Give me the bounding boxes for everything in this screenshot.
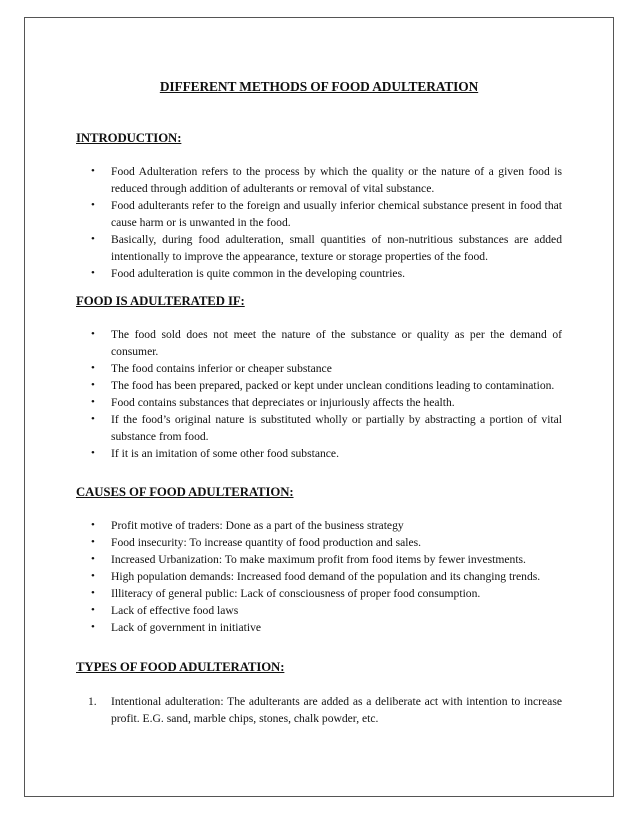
list-item: [76, 231, 562, 265]
bullet-icon: •: [91, 233, 95, 245]
section-heading: FOOD IS ADULTERATED IF:: [76, 294, 245, 308]
list-item-text: The food sold does not meet the nature of the substance or quality as per the demand of consumer.: [111, 328, 562, 358]
bullet-icon: •: [91, 199, 95, 211]
list-item: [76, 163, 562, 197]
bullet-icon: •: [91, 553, 95, 565]
list-item-text: High population demands: Increased food demand of the population and its changing trends.: [111, 570, 541, 583]
bullet-list: [76, 517, 562, 636]
section-heading: CAUSES OF FOOD ADULTERATION:: [76, 485, 294, 499]
bullet-icon: •: [91, 328, 95, 340]
list-item: [76, 360, 562, 377]
list-item-text: Increased Urbanization: To make maximum profit from food items by fewer investments.: [111, 553, 526, 566]
list-item: [76, 534, 562, 551]
list-item: [76, 265, 562, 282]
list-item-text: Lack of effective food laws: [111, 604, 239, 617]
bullet-icon: •: [91, 379, 95, 391]
list-item-text: Profit motive of traders: Done as a part of the business strategy: [111, 519, 404, 532]
list-item: [76, 568, 562, 585]
list-item-text: Food adulteration is quite common in the developing countries.: [111, 267, 405, 280]
section-introduction: [76, 131, 562, 282]
bullet-list: [76, 326, 562, 462]
list-item-text: The food has been prepared, packed or kept under unclean conditions leading to contamination.: [111, 379, 555, 392]
bullet-icon: •: [91, 536, 95, 548]
list-item: [76, 602, 562, 619]
list-item: [76, 377, 562, 394]
list-item-text: The food contains inferior or cheaper substance: [111, 362, 332, 375]
section-causes: [76, 485, 562, 636]
list-item: [76, 551, 562, 568]
bullet-icon: •: [91, 413, 95, 425]
section-heading: TYPES OF FOOD ADULTERATION:: [76, 660, 285, 674]
list-item: [76, 585, 562, 602]
list-item-text: Food insecurity: To increase quantity of food production and sales.: [111, 536, 422, 549]
bullet-icon: •: [91, 570, 95, 582]
numbered-list: [76, 693, 562, 727]
bullet-icon: •: [91, 396, 95, 408]
bullet-icon: •: [91, 587, 95, 599]
bullet-icon: •: [91, 621, 95, 633]
list-item-text: If the food’s original nature is substituted wholly or partially by abstracting a portion of vital substance from food.: [111, 413, 562, 443]
list-item-text: Food Adulteration refers to the process by which the quality or the nature of a given food is reduced through addition of adulterants or removal of vital substance.: [111, 165, 562, 195]
list-item-text: Food contains substances that depreciates or injuriously affects the health.: [111, 396, 455, 409]
bullet-list: [76, 163, 562, 282]
list-number: 1.: [88, 695, 97, 708]
list-item: [76, 197, 562, 231]
list-item: [76, 394, 562, 411]
list-item: [76, 445, 562, 462]
bullet-icon: •: [91, 165, 95, 177]
bullet-icon: •: [91, 362, 95, 374]
list-item-text: Food adulterants refer to the foreign and usually inferior chemical substance present in food that cause harm or is unwanted in the food.: [111, 199, 562, 229]
list-item: [76, 411, 562, 445]
list-item: [76, 619, 562, 636]
list-item: [76, 517, 562, 534]
bullet-icon: •: [91, 519, 95, 531]
list-item-text: Illiteracy of general public: Lack of consciousness of proper food consumption.: [111, 587, 481, 600]
list-item-text: Basically, during food adulteration, small quantities of non-nutritious substances are added intentionally to improve the appearance, texture or storage properties of the food.: [111, 233, 562, 263]
section-heading: INTRODUCTION:: [76, 131, 182, 145]
bullet-icon: •: [91, 604, 95, 616]
bullet-icon: •: [91, 267, 95, 279]
list-item: [76, 693, 562, 727]
document-title: DIFFERENT METHODS OF FOOD ADULTERATION: [159, 79, 479, 94]
list-item-text: If it is an imitation of some other food substance.: [111, 447, 339, 460]
list-item-text: Lack of government in initiative: [111, 621, 262, 634]
list-item: [76, 326, 562, 360]
bullet-icon: •: [91, 447, 95, 459]
section-food-adulterated-if: [76, 294, 562, 462]
list-item-text: Intentional adulteration: The adulterants are added as a deliberate act with intention to increase profit. E.G. sand, marble chips, stones, chalk powder, etc.: [111, 695, 562, 725]
section-types: [76, 660, 562, 727]
